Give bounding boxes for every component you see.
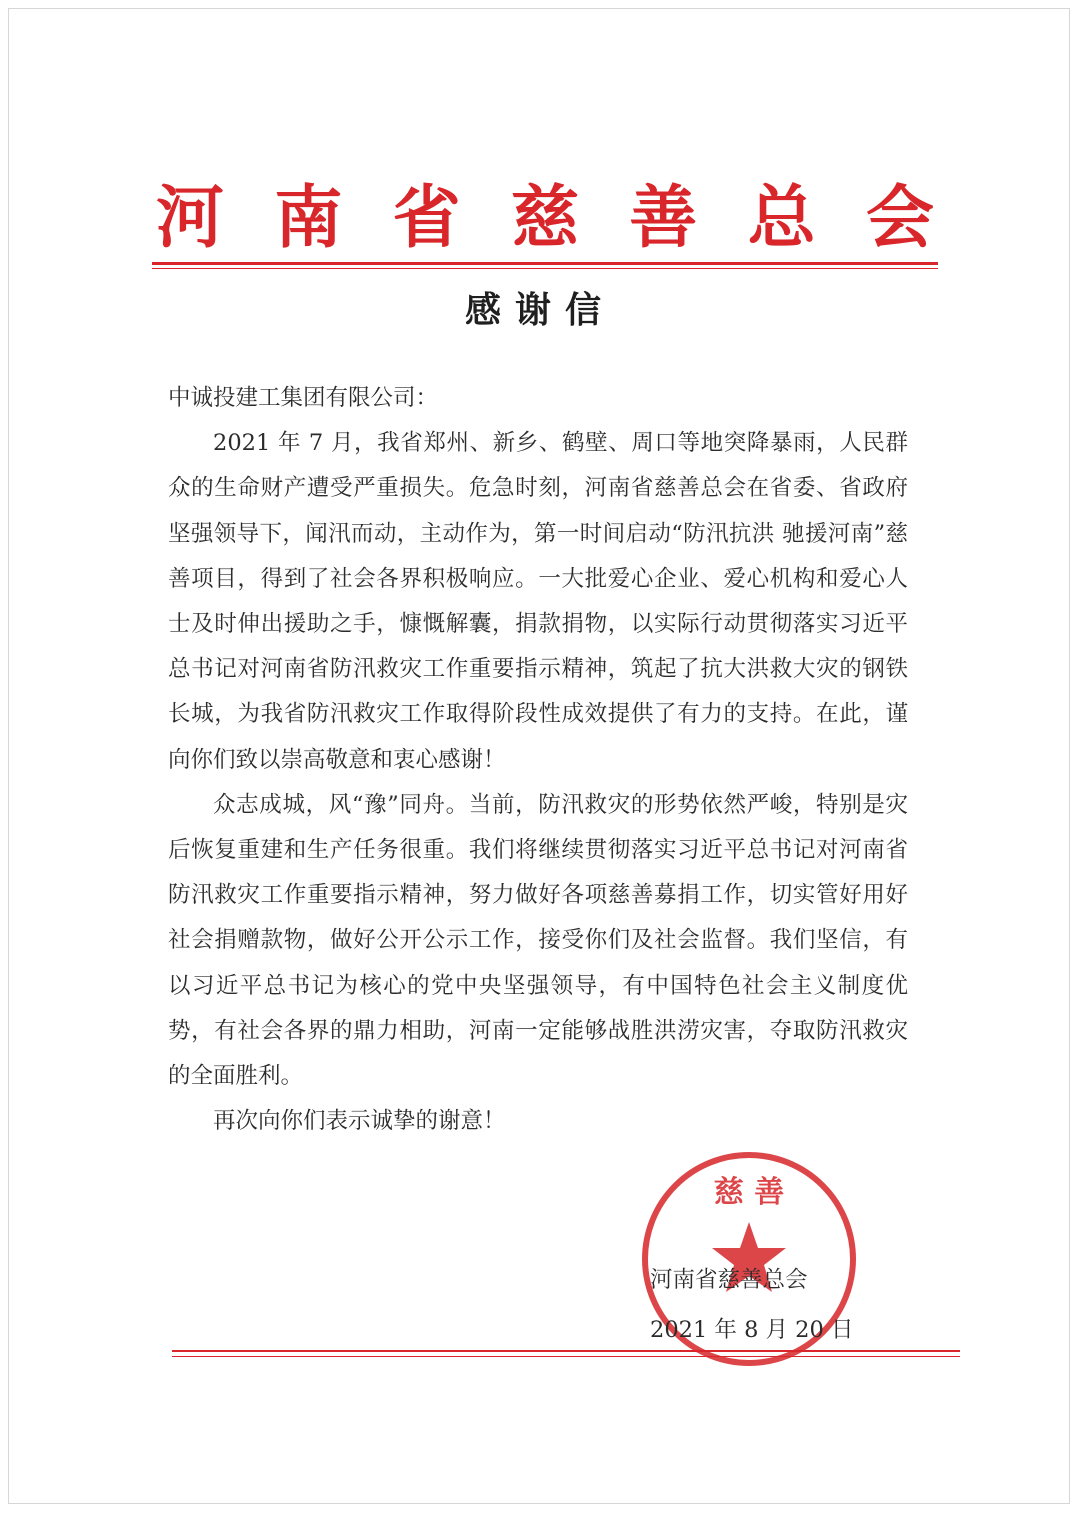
letterhead-char: 总 — [747, 178, 816, 258]
letterhead-rule-thick — [152, 262, 938, 265]
document-title: 感谢信 — [464, 289, 615, 331]
letterhead-char: 河 — [155, 178, 224, 258]
letterhead-title — [150, 178, 940, 258]
paragraph: 众志成城，风“豫”同舟。当前，防汛救灾的形势依然严峻，特别是灾后恢复重建和生产任务很重。我们将继续贯彻落实习近平总书记对河南省防汛救灾工作重要指示精神，努力做好各项慈善募捐工作，切实管好用好社会捐赠款物，做好公开公示工作，接受你们及社会监督。我们坚信，有以习近平总书记为核心的党中央坚强领导，有中国特色社会主义制度优势，有社会各界的鼎力相助，河南一定能够战胜洪涝灾害，夺取防汛救灾的全面胜利。 — [168, 791, 908, 1090]
paragraph: 2021 年 7 月，我省郑州、新乡、鹤壁、周口等地突降暴雨，人民群众的生命财产遭受严重损失。危急时刻，河南省慈善总会在省委、省政府坚强领导下，闻汛而动，主动作为，第一时间启动“防汛抗洪 驰援河南”慈善项目，得到了社会各界积极响应。一大批爱心企业、爱心机构和爱心人士及时伸出援助之手，慷慨解囊，捐款捐物，以实际行动贯彻落实习近平总书记对河南省防汛救灾工作重要指示精神，筑起了抗大洪救大灾的钢铁长城，为我省防汛救灾工作取得阶段性成效提供了有力的支持。在此，谨向你们致以崇高敬意和衷心感谢！ — [168, 430, 908, 773]
letter-body — [168, 376, 908, 1144]
letterhead-char: 善 — [629, 178, 698, 258]
letterhead-char: 慈 — [510, 178, 579, 258]
signature-block — [650, 1255, 870, 1355]
signature-organization: 河南省慈善总会 — [650, 1267, 808, 1293]
letterhead-char: 南 — [274, 178, 343, 258]
paragraph: 再次向你们表示诚挚的谢意！ — [213, 1108, 506, 1135]
signature-date: 2021 年 8 月 20 日 — [650, 1317, 854, 1343]
salutation: 中诚投建工集团有限公司： — [168, 385, 439, 411]
letterhead-char: 省 — [392, 178, 461, 258]
letterhead-char: 会 — [865, 178, 934, 258]
letterhead-rule-thin — [152, 268, 938, 269]
svg-text:慈 善: 慈 善 — [713, 1175, 785, 1210]
